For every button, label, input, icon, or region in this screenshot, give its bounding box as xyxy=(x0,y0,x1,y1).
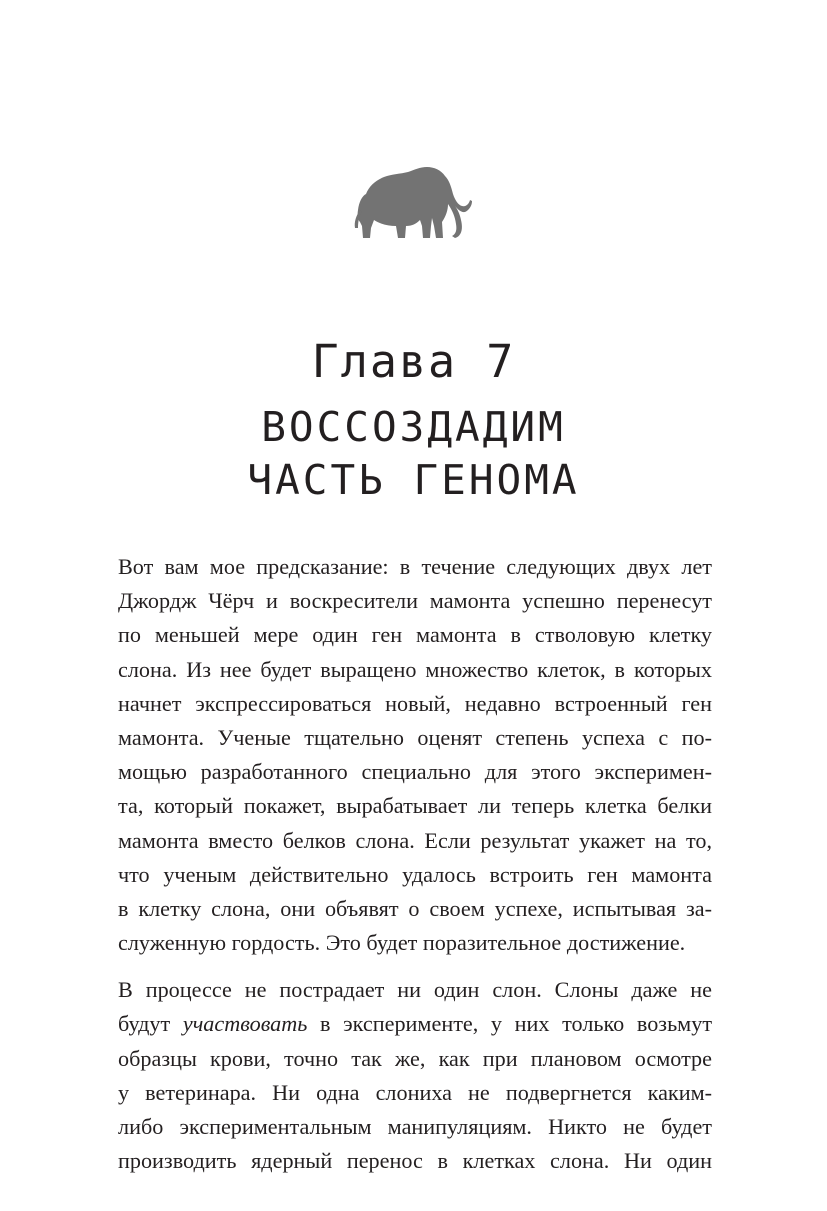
text-line: мамонта. Ученые тщательно оценят степень успеха с по- xyxy=(118,724,712,750)
text-line: служенную гордость. Это будет поразительное достижение. xyxy=(118,930,686,956)
text-line: что ученым действительно удалось встроить ген мамонта xyxy=(118,861,712,887)
chapter-title xyxy=(0,401,827,507)
text-line: мамонта вместо белков слона. Если результат укажет на то, xyxy=(118,827,712,853)
text-line: Джордж Чёрч и воскресители мамонта успешно перенесут xyxy=(118,588,712,614)
emphasized-word: участвовать xyxy=(182,1011,308,1037)
chapter-title-line-2: ЧАСТЬ ГЕНОМА xyxy=(247,456,580,504)
chapter-title-line-1: ВОССОЗДАДИМ xyxy=(261,403,566,451)
text-line: в клетку слона, они объявят о своем успехе, испытывая за- xyxy=(118,895,712,921)
text-line-with-emphasis xyxy=(118,1007,712,1041)
paragraph-1 xyxy=(118,550,712,960)
text-line: начнет экспрессироваться новый, недавно встроенный ген xyxy=(118,690,712,716)
mammoth-icon xyxy=(352,160,476,242)
text-line: В процессе не пострадает ни один слон. Слоны даже не xyxy=(118,977,712,1003)
text-fragment: в эксперименте, у них только возьмут xyxy=(320,1011,713,1037)
text-line: либо экспериментальным манипуляциям. Никто не будет xyxy=(118,1114,712,1139)
text-fragment: будут xyxy=(118,1011,171,1037)
text-line: мощью разработанного специально для этого эксперимен- xyxy=(118,759,712,785)
text-line: производить ядерный перенос в клетках слона. Ни один xyxy=(118,1148,712,1174)
text-line: Вот вам мое предсказание: в течение следующих двух лет xyxy=(118,554,712,579)
body-text xyxy=(118,550,712,1191)
text-line: по меньшей мере один ген мамонта в стволовую клетку xyxy=(118,622,712,648)
text-line: слона. Из нее будет выращено множество клеток, в которых xyxy=(118,656,712,682)
paragraph-2 xyxy=(118,973,712,1178)
text-line: у ветеринара. Ни одна слониха не подвергнется каким- xyxy=(118,1079,712,1105)
text-line: та, который покажет, вырабатывает ли теперь клетка белки xyxy=(118,793,712,819)
text-line: образцы крови, точно так же, как при плановом осмотре xyxy=(118,1045,712,1071)
chapter-number: Глава 7 xyxy=(311,335,516,388)
